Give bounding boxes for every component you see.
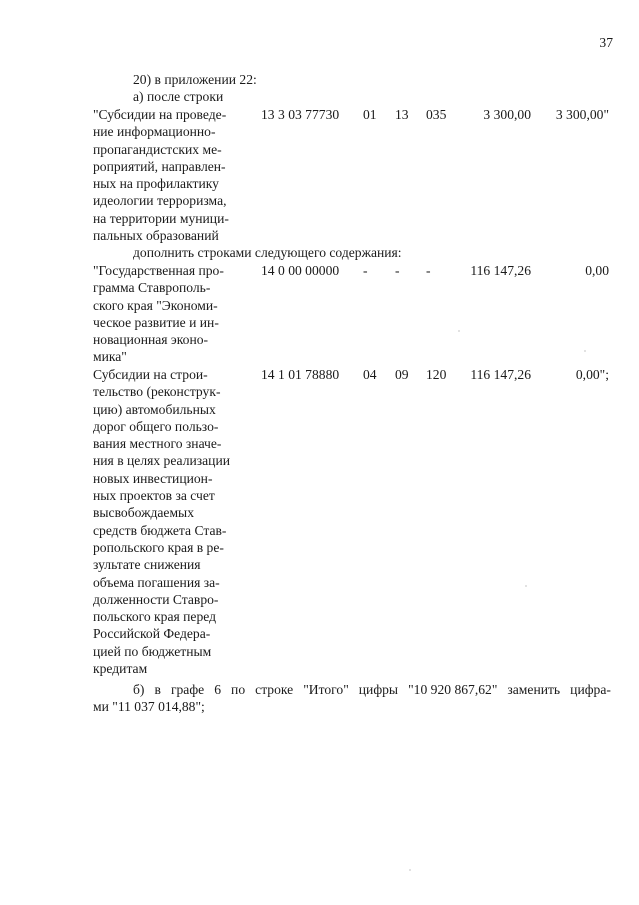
- row-description: "Субсидии на проведе- ние информационно- пропагандистских ме- роприятий, направлен- ных на профилактику идеологии терроризма, на территории муници- пальных образований: [93, 107, 229, 244]
- subitem-b-word: в: [154, 682, 161, 697]
- row-razdel: 04: [363, 367, 377, 382]
- row-vid: 035: [426, 107, 447, 122]
- row-code: 13 3 03 77730: [261, 107, 340, 122]
- row-code: 14 0 00 00000: [261, 263, 340, 278]
- table-row-new: [93, 366, 613, 678]
- scan-speck: [584, 350, 586, 352]
- subitem-b-word: заменить: [507, 682, 561, 697]
- row-amount-year1: 116 147,26: [470, 367, 531, 382]
- subitem-b-word: б): [133, 682, 145, 697]
- row-podrazdel: -: [395, 263, 400, 278]
- subitem-b-word: по: [231, 682, 246, 697]
- row-description: Субсидии на строи- тельство (реконструк- цию) автомобильных дорог общего пользо- вания местного значе- ния в целях реализации новых инвестицион- ных проектов за счет высвобождаемых средств бюджета Став- ропольского края в ре- зультате снижения объема погашения за- долженности Ставро- польского края перед Российской Федера- цией по бюджетным кредитам: [93, 367, 230, 677]
- row-vid: -: [426, 263, 431, 278]
- row-amount-year1: 116 147,26: [470, 263, 531, 278]
- row-podrazdel: 09: [395, 367, 409, 382]
- row-amount-year2: 3 300,00": [555, 107, 609, 122]
- item-intro: 20) в приложении 22:: [133, 72, 257, 87]
- row-razdel: -: [363, 263, 368, 278]
- row-amount-year2: 0,00: [585, 263, 609, 278]
- subitem-b-word: цифра-: [570, 682, 611, 697]
- row-description: "Государственная про- грамма Ставрополь- ского края "Экономи- ческое развитие и ин- новационная эконо- мика": [93, 263, 224, 365]
- subitem-b-word: 6: [214, 682, 222, 697]
- scan-speck: [409, 869, 411, 871]
- subitem-b-word: "10 920 867,62": [408, 682, 498, 697]
- scan-speck: [525, 585, 527, 587]
- table-row-existing: [93, 106, 613, 246]
- subitem-a: а) после строки: [133, 89, 224, 104]
- supplement-line: дополнить строками следующего содержания:: [133, 245, 402, 260]
- table-row-new: [93, 262, 613, 366]
- row-code: 14 1 01 78880: [261, 367, 340, 382]
- row-amount-year2: 0,00";: [575, 367, 609, 382]
- row-amount-year1: 3 300,00: [483, 107, 531, 122]
- row-razdel: 01: [363, 107, 377, 122]
- row-podrazdel: 13: [395, 107, 409, 122]
- page-number: 37: [599, 35, 613, 50]
- subitem-b-word: графе: [170, 682, 205, 697]
- subitem-b-word: цифры: [358, 682, 399, 697]
- row-vid: 120: [426, 367, 447, 382]
- scan-speck: [458, 330, 460, 332]
- subitem-b-line2: ми "11 037 014,88";: [93, 699, 205, 714]
- subitem-b-line1: [93, 681, 611, 698]
- subitem-b-word: строке: [255, 682, 294, 697]
- subitem-b-word: "Итого": [303, 682, 349, 697]
